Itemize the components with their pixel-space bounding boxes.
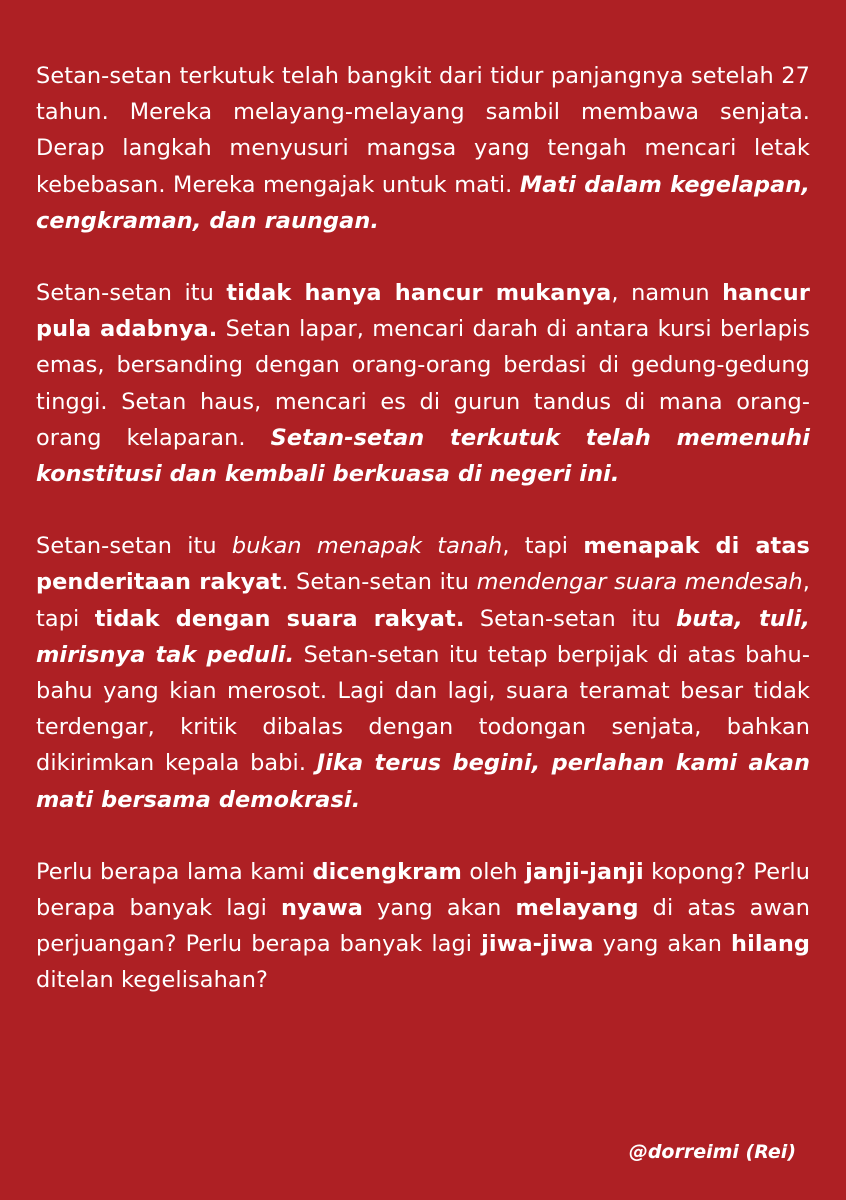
text-run: . Setan-setan itu: [281, 569, 477, 596]
text-run: Setan-setan terkutuk telah bangkit dari tidur panjangnya setelah 27 tahun. Mereka melayang-melayang sambil membawa senjata. Derap langkah menyusuri mangsa yang tengah mencari letak kebebasan. Mereka mengajak untuk mati.: [36, 63, 810, 198]
paragraph-2: [36, 275, 810, 492]
text-run: hilang: [731, 931, 810, 958]
text-run: menapak di atas penderitaan rakyat: [36, 533, 810, 596]
text-run: , namun: [611, 280, 723, 307]
text-run: Perlu berapa lama kami: [36, 858, 313, 885]
paragraph-1: [36, 58, 810, 239]
text-run: janji-janji: [525, 858, 644, 885]
text-run: yang akan: [362, 895, 516, 922]
text-run: Mati dalam kegelapan, cengkraman, dan raungan.: [36, 171, 810, 234]
text-run: nyawa: [281, 895, 363, 922]
text-run: tidak dengan suara rakyat.: [94, 605, 465, 632]
text-run: Setan-setan itu tetap berpijak di atas bahu-bahu yang kian merosot. Lagi dan lagi, suara teramat besar tidak terdengar, kritik dibalas dengan todongan senjata, bahkan dikirimkan kepala babi.: [36, 641, 810, 777]
text-run: buta, tuli, mirisnya tak peduli.: [36, 605, 810, 668]
text-run: Setan-setan terkutuk telah memenuhi konstitusi dan kembali berkuasa di negeri ini.: [36, 424, 810, 488]
text-run: Setan-setan itu: [36, 280, 227, 307]
text-run: yang akan: [593, 931, 732, 958]
text-run: oleh: [461, 858, 526, 885]
body-text: [36, 58, 810, 1035]
text-run: tidak hanya hancur mukanya: [226, 280, 612, 307]
text-run: , tapi: [36, 569, 811, 632]
paragraph-3: [36, 528, 810, 818]
text-run: melayang: [515, 895, 639, 922]
author-signature: @dorreimi (Rei): [628, 1141, 796, 1163]
text-run: jiwa-jiwa: [481, 931, 594, 958]
text-run: bukan menapak tanah: [231, 533, 503, 560]
text-run: Setan-setan itu: [464, 605, 677, 632]
text-run: Setan lapar, mencari darah di antara kursi berlapis emas, bersanding dengan orang-orang berdasi di gedung-gedung tinggi. Setan haus, mencari es di gurun tandus di mana orang-orang kelaparan.: [36, 316, 810, 451]
paragraph-4: [36, 854, 810, 999]
text-run: ditelan kegelisahan?: [36, 967, 268, 994]
text-run: , tapi: [502, 533, 584, 560]
text-run: mendengar suara mendesah: [476, 569, 803, 596]
text-run: Jika terus begini, perlahan kami akan mati bersama demokrasi.: [36, 750, 810, 813]
text-run: di atas awan perjuangan? Perlu berapa banyak lagi: [36, 895, 810, 958]
text-run: dicengkram: [312, 858, 462, 885]
text-run: Setan-setan itu: [36, 533, 232, 560]
text-run: kopong? Perlu berapa banyak lagi: [36, 858, 810, 922]
text-run: hancur pula adabnya.: [36, 280, 810, 343]
